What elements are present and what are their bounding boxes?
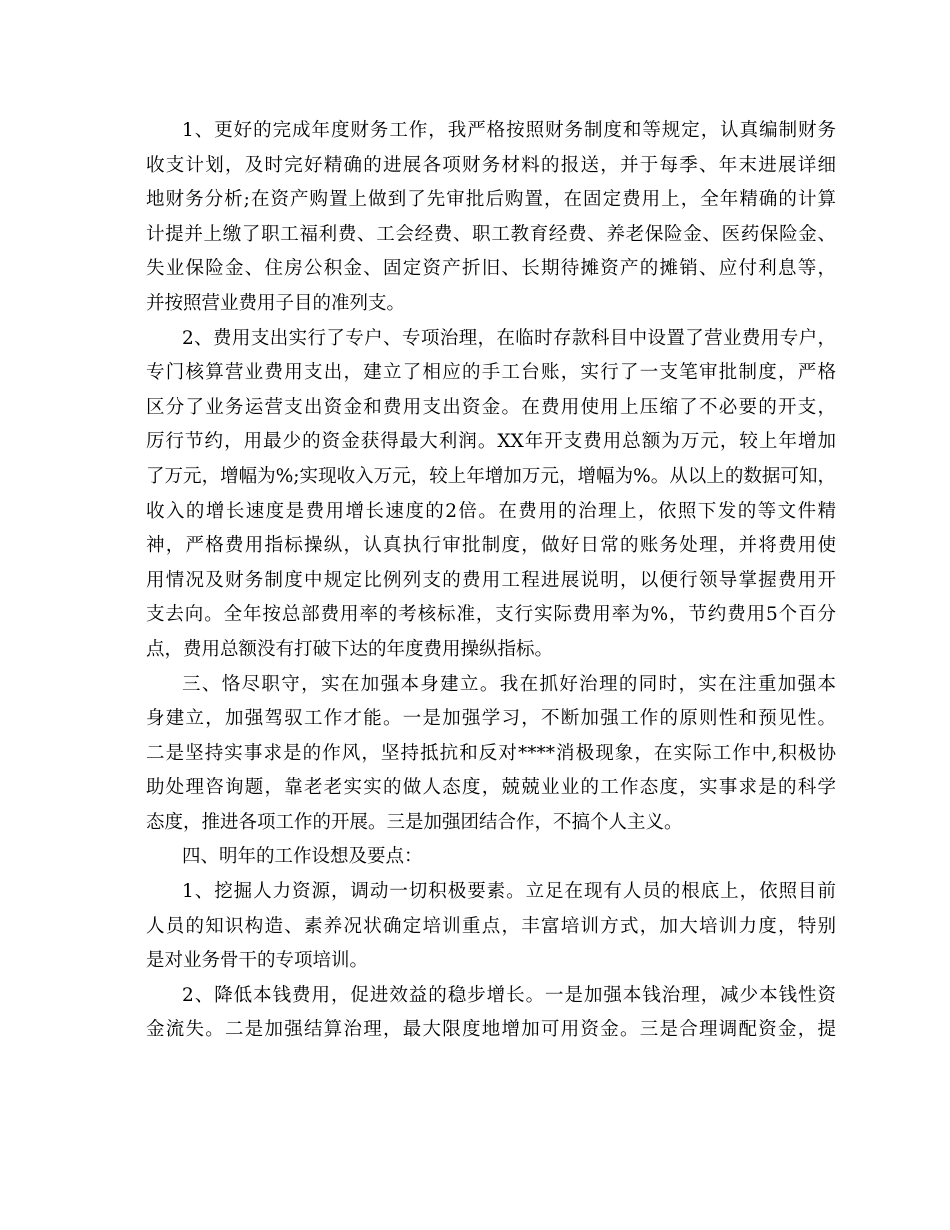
text-line: 助处理咨询题，靠老老实实的做人态度，兢兢业业的工作态度，实事求是的科学 bbox=[146, 777, 836, 799]
text-line: 态度，推进各项工作的开展。三是加强团结合作，不搞个人主义。 bbox=[146, 811, 683, 833]
text-line: 点，费用总额没有打破下达的年度费用操纵指标。 bbox=[146, 638, 554, 660]
text-line: 计提并上缴了职工福利费、工会经费、职工教育经费、养老保险金、医药保险金、 bbox=[146, 223, 836, 245]
text-line: 支去向。全年按总部费用率的考核标准，支行实际费用率为%，节约费用5个百分 bbox=[146, 604, 836, 626]
text-line: 了万元，增幅为%;实现收入万元，较上年增加万元，增幅为%。从以上的数据可知， bbox=[146, 465, 836, 487]
text-line: 三、恪尽职守，实在加强本身建立。我在抓好治理的同时，实在注重加强本 bbox=[182, 673, 836, 695]
text-line: 金流失。二是加强结算治理，最大限度地增加可用资金。三是合理调配资金，提 bbox=[146, 1019, 836, 1041]
text-line: 收入的增长速度是费用增长速度的2倍。在费用的治理上，依照下发的等文件精 bbox=[146, 500, 836, 522]
text-line: 2、降低本钱费用，促进效益的稳步增长。一是加强本钱治理，减少本钱性资 bbox=[182, 984, 836, 1006]
document-body bbox=[146, 114, 836, 1048]
text-line: 二是坚持实事求是的作风，坚持抵抗和反对****消极现象，在实际工作中,积极协 bbox=[146, 742, 836, 764]
text-line: 是对业务骨干的专项培训。 bbox=[146, 950, 369, 972]
text-line: 人员的知识构造、素养况状确定培训重点，丰富培训方式，加大培训力度，特别 bbox=[146, 915, 836, 937]
text-line: 四、明年的工作设想及要点： bbox=[182, 846, 423, 868]
text-line: 收支计划，及时完好精确的进展各项财务材料的报送，并于每季、年末进展详细 bbox=[146, 154, 836, 176]
text-line: 身建立，加强驾驭工作才能。一是加强学习，不断加强工作的原则性和预见性。 bbox=[146, 708, 836, 730]
text-line: 1、挖掘人力资源，调动一切积极要素。立足在现有人员的根底上，依照目前 bbox=[182, 881, 836, 903]
text-line: 厉行节约，用最少的资金获得最大利润。XX年开支费用总额为万元，较上年增加 bbox=[146, 431, 836, 453]
text-line: 失业保险金、住房公积金、固定资产折旧、长期待摊资产的摊销、应付利息等， bbox=[146, 258, 836, 280]
text-line: 2、费用支出实行了专户、专项治理，在临时存款科目中设置了营业费用专户， bbox=[182, 327, 836, 349]
text-line: 1、更好的完成年度财务工作，我严格按照财务制度和等规定，认真编制财务 bbox=[182, 120, 836, 141]
text-line: 专门核算营业费用支出，建立了相应的手工台账，实行了一支笔审批制度，严格 bbox=[146, 362, 836, 384]
text-line: 神，严格费用指标操纵，认真执行审批制度，做好日常的账务处理，并将费用使 bbox=[146, 535, 836, 557]
text-line: 用情况及财务制度中规定比例列支的费用工程进展说明，以便行领导掌握费用开 bbox=[146, 569, 836, 591]
text-line: 区分了业务运营支出资金和费用支出资金。在费用使用上压缩了不必要的开支， bbox=[146, 396, 836, 418]
text-line: 地财务分析;在资产购置上做到了先审批后购置，在固定费用上，全年精确的计算 bbox=[146, 189, 836, 211]
text-line: 并按照营业费用子目的准列支。 bbox=[146, 292, 406, 314]
